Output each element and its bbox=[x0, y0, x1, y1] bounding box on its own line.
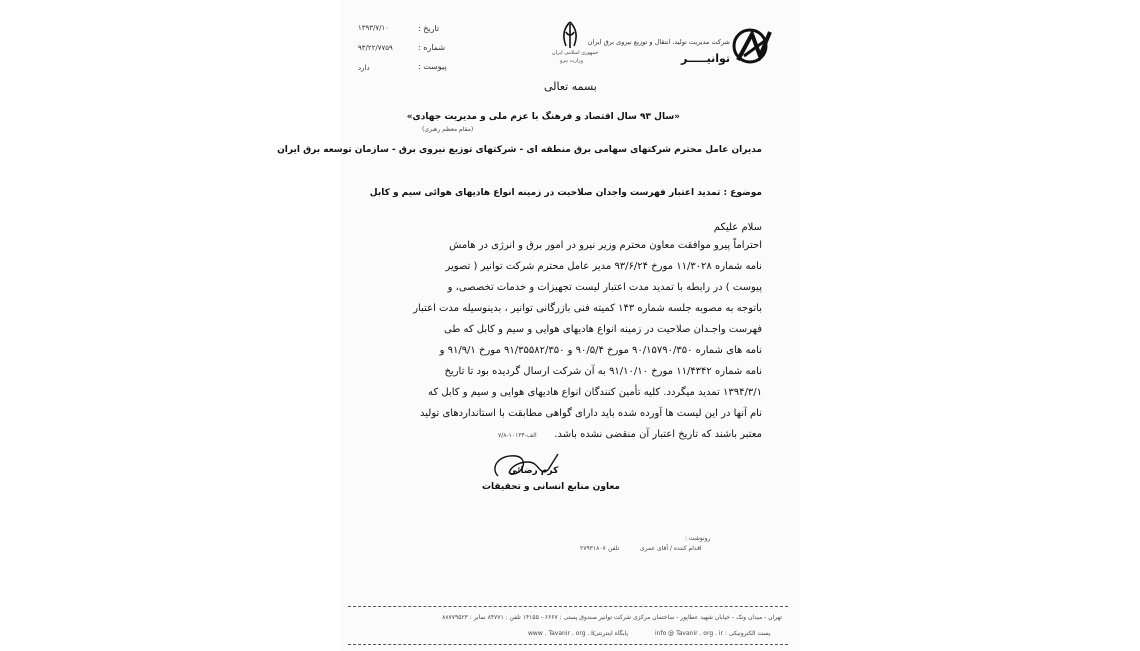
footer-address: تهران - میدان ونک - خیابان شهید عطاپور - ساختمان مرکزی شرکت توانیر صندوق پستی : ۶۶۶۷ - ۱۴۱۵۵ تلفن : ۸۴۷۷۱ نمابر : ۸۸۷۷۹۵۲۳ bbox=[442, 614, 782, 621]
iran-emblem-icon bbox=[558, 20, 582, 50]
bismillah: بسمه تعالی bbox=[544, 80, 597, 93]
emblem-caption-2: وزارت نیرو bbox=[560, 58, 584, 64]
greeting: سلام علیکم bbox=[713, 222, 762, 233]
body-line-1: احتراماً پیرو موافقت معاون محترم وزیر نیرو در امور برق و انرژی در هامش bbox=[449, 240, 762, 251]
body-line-2: نامه شماره ۱۱/۳۰۲۸ مورخ ۹۳/۶/۲۴ مدیر عامل محترم شرکت توانیر ( تصویر bbox=[445, 261, 762, 272]
date-label: تاریخ : bbox=[418, 24, 440, 33]
body-line-8: ۱۳۹۴/۳/۱ تمدید میگردد. کلیه تأمین کنندگان انواع هادیهای هوایی و سیم و کابل که bbox=[428, 387, 762, 398]
company-name: توانیـــــر bbox=[680, 52, 730, 65]
reference-code: الف-۱۰۱۳۴-۷/۸ bbox=[498, 432, 537, 439]
tavanir-logo-icon bbox=[730, 26, 776, 66]
body-line-10: معتبر باشند که تاریخ اعتبار آن منقضی نشده باشد. bbox=[554, 429, 762, 440]
body-line-3: پیوست ) در رابطه با تمدید مدت اعتبار لیست تجهیزات و خدمات تخصصی، و bbox=[447, 282, 762, 293]
footer-email-label: پست الکترونیکی : bbox=[725, 630, 771, 637]
letter-page bbox=[277, 0, 800, 651]
body-line-5: فهرست واجـدان صلاحیت در زمینه انواع هادیهای هوایی و سیم و کابل که طی bbox=[444, 324, 762, 335]
signatory-name: کرم رضائی bbox=[508, 466, 559, 476]
copy-extension-value: ۲۷۹۳۱۸۰۷ bbox=[580, 545, 606, 552]
attachment-label: پیوست : bbox=[418, 62, 447, 71]
footer-website: www . Tavanir . org . ir bbox=[528, 630, 596, 637]
number-value: ۹۳/۲۲/۷۷۵۹ bbox=[358, 44, 393, 52]
body-line-9: نام آنها در این لیست ها آورده شده باید دارای گواهی مطابقت با استانداردهای تولید bbox=[420, 408, 762, 419]
year-slogan: «سال ۹۳ سال اقتصاد و فرهنگ با عزم ملی و مدیریت جهادی» bbox=[406, 112, 680, 122]
number-label: شماره : bbox=[418, 43, 446, 52]
company-line: شرکت مدیریت تولید، انتقال و توزیع نیروی برق ایران bbox=[587, 38, 730, 46]
body-line-6: نامه های شماره ۹۰/۱۵۷۹۰/۳۵۰ مورخ ۹۰/۵/۴ و ۹۱/۳۵۵۸۲/۳۵۰ مورخ ۹۱/۹/۱ و bbox=[439, 345, 762, 356]
footer-divider bbox=[348, 606, 788, 607]
footer-email: info @ Tavanir . org . ir bbox=[655, 630, 723, 637]
copy-recipient: اقدام کننده / آقای عمری bbox=[640, 545, 702, 552]
footer-website-label: پایگاه اینترنتی : bbox=[590, 630, 629, 637]
attachment-value: دارد bbox=[358, 64, 370, 72]
signatory-title: معاون منابع انسانی و تحقیقات bbox=[482, 482, 620, 492]
footer-bottom-divider bbox=[348, 644, 788, 645]
date-value: ۱۳۹۳/۷/۱۰ bbox=[358, 24, 390, 32]
body-line-7: نامه شماره ۱۱/۴۳۴۲ مورخ ۹۱/۱۰/۱۰ به آن شرکت ارسال گردیده بود تا تاریخ bbox=[444, 366, 762, 377]
copy-extension-label: تلفن bbox=[608, 545, 620, 552]
subject: موضوع : تمدید اعتبار فهرست واجدان صلاحیت در زمینه انواع هادیهای هوائی سیم و کابل bbox=[369, 188, 762, 198]
copy-label: رونوشت : bbox=[685, 535, 711, 542]
addressee: مدیران عامل محترم شرکتهای سهامی برق منطقه ای - شرکتهای توزیع نیروی برق - سازمان توسعه برق ایران bbox=[277, 145, 762, 155]
slogan-note: (مقام معظم رهبری) bbox=[422, 126, 474, 133]
body-line-4: باتوجه به مصوبه جلسه شماره ۱۴۳ کمیته فنی بازرگانی توانیر ، بدینوسیله مدت اعتبار bbox=[413, 303, 762, 314]
emblem-caption-1: جمهوری اسلامی ایران bbox=[552, 50, 599, 56]
